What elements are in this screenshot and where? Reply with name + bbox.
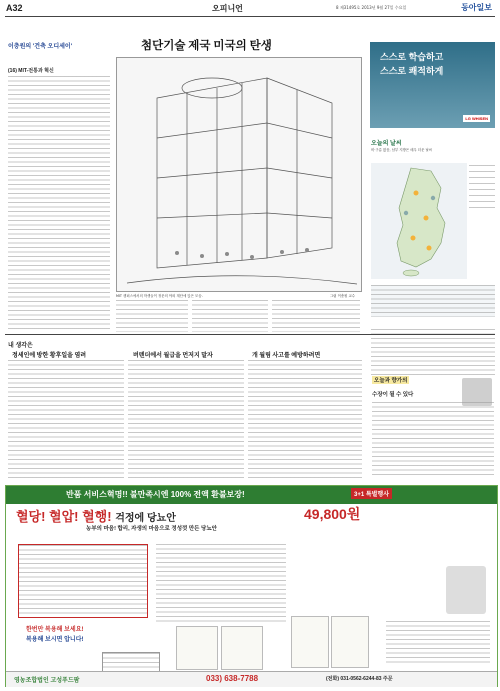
- product-image-2: [221, 626, 263, 670]
- ad-headline: [16, 506, 176, 525]
- column-title-2: 버텐더에서 월급을 먼저지 말자: [133, 353, 213, 359]
- order-phone[interactable]: 033) 638-7788: [206, 674, 259, 683]
- ad-promo-line-2: 복용해 보시면 압니다!: [26, 637, 84, 643]
- farmer-photo: [446, 566, 486, 614]
- korea-map-icon: [371, 163, 467, 279]
- building-illustration: [116, 57, 362, 292]
- company-name: 영농조합법인 고성푸드팜: [14, 678, 80, 684]
- article-body-col1: [8, 76, 110, 332]
- weather-city-table: [469, 165, 495, 275]
- product-image-1: [176, 626, 218, 670]
- ad-testimonial: [386, 621, 490, 666]
- weather-subtitle: 비·구름 많음, 남부 지방은 매우 더운 날씨: [371, 148, 433, 152]
- issue-date: 8 제31495호 2013년 9월 27일 수요일: [336, 5, 407, 10]
- column-body: [372, 402, 494, 478]
- weather-mini-map: [371, 285, 495, 317]
- weather-title: 오늘의 날씨: [371, 141, 402, 147]
- column-title: 수장이 될 수 있다: [372, 392, 414, 398]
- product-box-1: [291, 616, 329, 668]
- column-body-2: [128, 360, 244, 478]
- illustration-credit: 그림 이충원 교수: [330, 294, 356, 298]
- order-phone-alt[interactable]: (전화) 031-0562-6244-83 주문: [326, 676, 393, 682]
- special-offer-badge: 3+1 특별행사: [351, 488, 392, 499]
- illustration-caption: MIT 캠퍼스에서의 학생들이 정문의 야외 계단에 앉은 모습.: [116, 294, 203, 298]
- article-headline: 첨단기술 제국 미국의 탄생: [141, 40, 272, 52]
- ad-footer: [6, 671, 497, 687]
- ad-headline-main: 혈당! 혈압! 혈행!: [16, 509, 112, 524]
- product-box-2: [331, 616, 369, 668]
- newspaper-logo: 동아일보: [461, 3, 492, 12]
- health-product-ad[interactable]: [5, 485, 498, 687]
- ad-banner: [6, 486, 497, 504]
- page-number: A32: [6, 3, 23, 13]
- brand-logo: LG WHISEN: [465, 116, 488, 121]
- ad-feature-list: [156, 544, 286, 624]
- section-name: 오피니언: [212, 4, 243, 13]
- ad-banner-text: 반품 서비스혁명!! 불만족시엔 100% 전액 환불보장!: [66, 490, 245, 499]
- sketch-image: [117, 58, 361, 291]
- ad-subheadline: 농부의 마음! 합리, 자생의 마음으로 정성껏 만든 당뇨안: [86, 526, 217, 532]
- column-label: 오늘과 향가의: [374, 378, 408, 384]
- column-title-3: 개 월림 사고를 예방하려면: [252, 353, 321, 359]
- article-byline: (16) MIT-전통과 혁신: [8, 68, 54, 74]
- header-rule: [5, 16, 495, 17]
- ad-headline-tail: 걱정에 당뇨안: [115, 513, 176, 524]
- ad-price: 49,800원: [304, 506, 361, 522]
- korea-weather-map: [371, 163, 467, 279]
- series-label: 이충원의 '건축 오디세이': [8, 44, 73, 50]
- column-body-1: [8, 360, 124, 478]
- weather-forecast: [371, 321, 495, 369]
- article-body-col3: [192, 300, 268, 332]
- article-body-col4: [272, 300, 360, 332]
- section-label: 내 생각은: [8, 343, 33, 349]
- ad-line-2: 스스로 쾌적하게: [380, 66, 444, 76]
- ad-promo-line-1: 한번만 복용해 보세요!: [26, 627, 84, 633]
- article-body-col2: [116, 300, 188, 332]
- weather-panel: [371, 153, 495, 371]
- section-rule: [5, 334, 495, 335]
- column-body-3: [248, 360, 362, 478]
- aircon-ad[interactable]: [370, 42, 495, 128]
- ad-line-1: 스스로 학습하고: [380, 52, 444, 62]
- table-row: [469, 207, 495, 213]
- ad-description-box: [18, 544, 148, 618]
- column-title-1: 정세인에 방한 황후일을 염려: [12, 353, 87, 359]
